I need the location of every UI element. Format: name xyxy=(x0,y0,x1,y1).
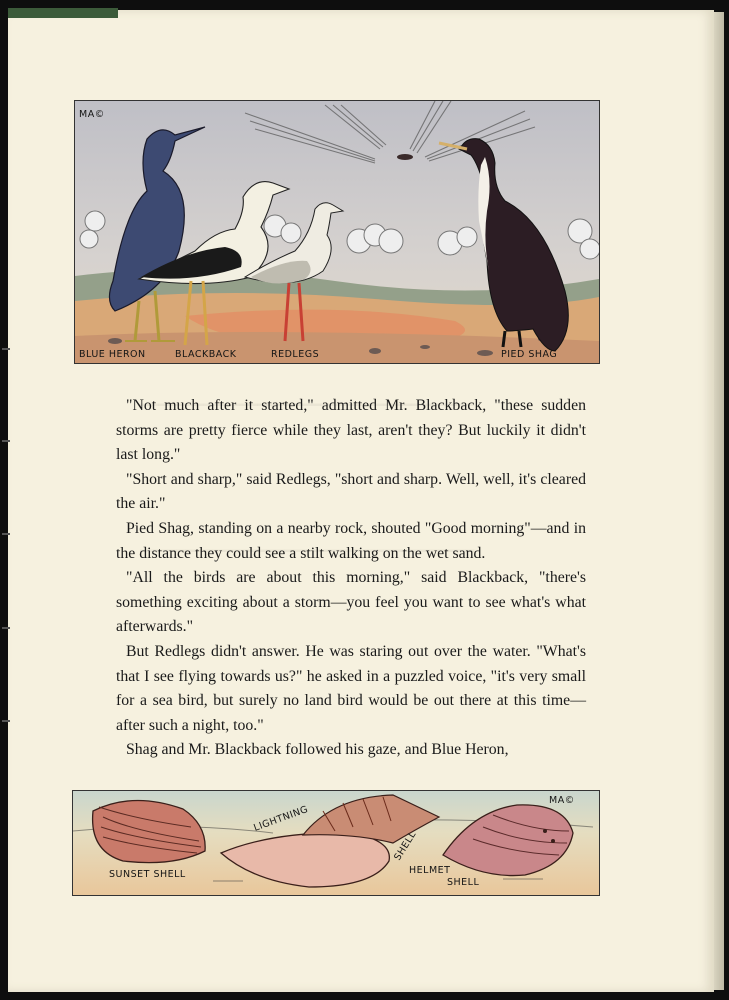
binding-stitch xyxy=(2,627,10,629)
binding-stitch xyxy=(2,440,10,442)
paragraph: "Not much after it started," admitted Mr. Blackback, "these sudden storms are pretty fierce while they last, aren't they? But luckily it didn't last long." xyxy=(116,397,586,464)
page-edge xyxy=(714,12,724,990)
paragraph: Pied Shag, standing on a nearby rock, shouted "Good morning"—and in the distance they could see a stilt walking on the wet sand. xyxy=(116,519,586,562)
label-helmet-shell: SHELL xyxy=(447,877,480,888)
shell-illustration xyxy=(72,790,600,896)
binding-stitch xyxy=(2,348,10,350)
artist-signature: MA© xyxy=(549,795,575,806)
label-redlegs: REDLEGS xyxy=(271,349,320,360)
paragraph: "Short and sharp," said Redlegs, "short and sharp. Well, well, it's cleared the air." xyxy=(116,470,586,513)
sunset-shell-figure xyxy=(93,800,206,862)
binding-stitch xyxy=(2,533,10,535)
label-pied-shag: PIED SHAG xyxy=(501,349,558,360)
label-helmet: HELMET xyxy=(409,865,451,876)
bird-illustration xyxy=(74,100,600,364)
binding-stitch xyxy=(2,720,10,722)
helmet-shell-figure xyxy=(443,805,573,876)
story-text xyxy=(116,394,586,763)
label-blue-heron: BLUE HERON xyxy=(79,349,146,360)
label-lightning-shell: SHELL xyxy=(392,829,419,863)
paragraph: But Redlegs didn't answer. He was staring out over the water. "What's that I see flying towards us?" he asked in a puzzled voice, "it's very small for a sea bird, but surely no land bird would be out there at this time—after such a night, too." xyxy=(116,642,586,734)
label-sunset-shell: SUNSET SHELL xyxy=(109,869,186,880)
paragraph: "All the birds are about this morning," said Blackback, "there's something exciting about a storm—you feel you want to see what's what afterwards." xyxy=(116,569,586,636)
label-lightning: LIGHTNING xyxy=(252,803,310,834)
paragraph: Shag and Mr. Blackback followed his gaze, and Blue Heron, xyxy=(126,741,509,759)
book-binding xyxy=(8,8,118,18)
artist-signature: MA© xyxy=(79,109,105,120)
label-blackback: BLACKBACK xyxy=(175,349,237,360)
